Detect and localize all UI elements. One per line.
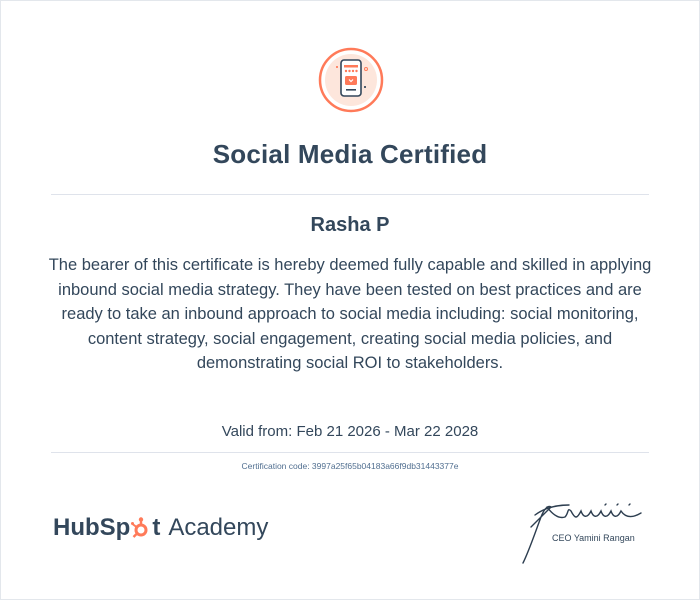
bottom-divider	[51, 452, 649, 453]
hubspot-wordmark	[53, 514, 160, 542]
certification-code: Certification code: 3997a25f65b04183a66f9db31443377e	[241, 461, 459, 471]
validity-period: Valid from: Feb 21 2026 - Mar 22 2028	[221, 423, 479, 440]
ceo-signature	[517, 497, 657, 567]
top-divider	[51, 194, 649, 195]
recipient-name: Rasha P	[310, 214, 390, 236]
brand-part2: t	[152, 514, 161, 541]
academy-label: Academy	[168, 514, 269, 541]
certificate-description: The bearer of this certificate is hereby deemed fully capable and skilled in applying inbound social media strategy. They have been tested on best practices and are ready to take an inbound approach to social media including: social monitoring, content strategy, social engagement, creating social media policies, and demonstrating social ROI to stakeholders.	[48, 256, 652, 372]
certificate-title: Social Media Certified	[212, 139, 488, 169]
signer-caption: CEO Yamini Rangan	[552, 533, 635, 543]
social-media-phone-badge-icon	[318, 47, 384, 113]
hubspot-sprocket-icon	[131, 517, 151, 539]
hubspot-academy-logo	[53, 511, 268, 545]
brand-part1: HubSp	[53, 514, 131, 541]
